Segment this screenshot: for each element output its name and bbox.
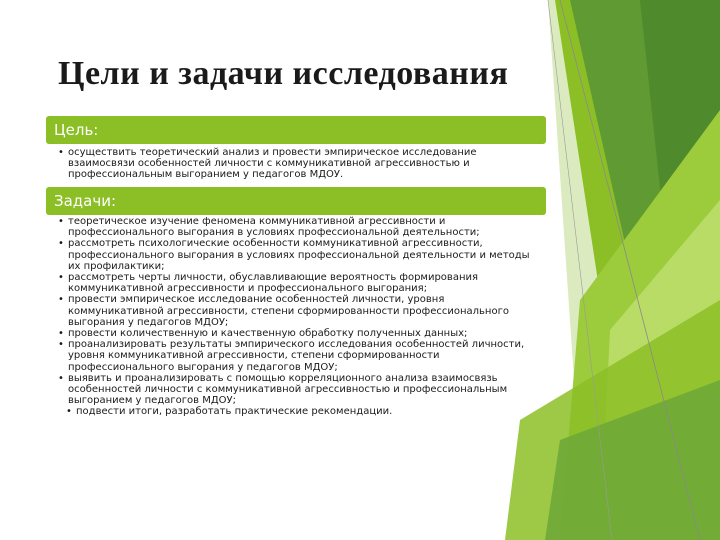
task-item: • рассмотреть черты личности, обуславливающие вероятность формирования коммуникативной агрессивности и профессионального выгорания;: [46, 272, 546, 294]
slide-title: Цели и задачи исследования: [58, 55, 509, 92]
goal-header: Цель:: [46, 116, 546, 144]
task-item: • подвести итоги, разработать практические рекомендации.: [46, 406, 546, 417]
goal-list: [46, 147, 546, 181]
task-item: • теоретическое изучение феномена коммуникативной агрессивности и профессионального выгорания в условиях профессиональной деятельности;: [46, 216, 546, 238]
tasks-header: Задачи:: [46, 187, 546, 215]
task-item: • проанализировать результаты эмпирического исследования особенностей личности, уровня коммуникативной агрессивности, степени сформированности профессионального выгорания у педагогов МДОУ;: [46, 339, 546, 373]
tasks-list: [46, 216, 546, 418]
task-item: • провести эмпирическое исследование особенностей личности, уровня коммуникативной агрессивности, степени сформированности профессионального выгорания у педагогов МДОУ;: [46, 294, 546, 328]
goal-item: • осуществить теоретический анализ и провести эмпирическое исследование взаимосвязи особенностей личности с коммуникативной агрессивностью и профессиональным выгоранием у педагогов МДОУ.: [46, 147, 546, 181]
task-item: • провести количественную и качественную обработку полученных данных;: [46, 328, 546, 339]
task-item: • рассмотреть психологические особенности коммуникативной агрессивности, профессионального выгорания в условиях профессиональной деятельности и методы их профилактики;: [46, 238, 546, 272]
task-item: • выявить и проанализировать с помощью корреляционного анализа взаимосвязь особенностей личности с коммуникативной агрессивностью и профессиональным выгоранием у педагогов МДОУ;: [46, 373, 546, 407]
